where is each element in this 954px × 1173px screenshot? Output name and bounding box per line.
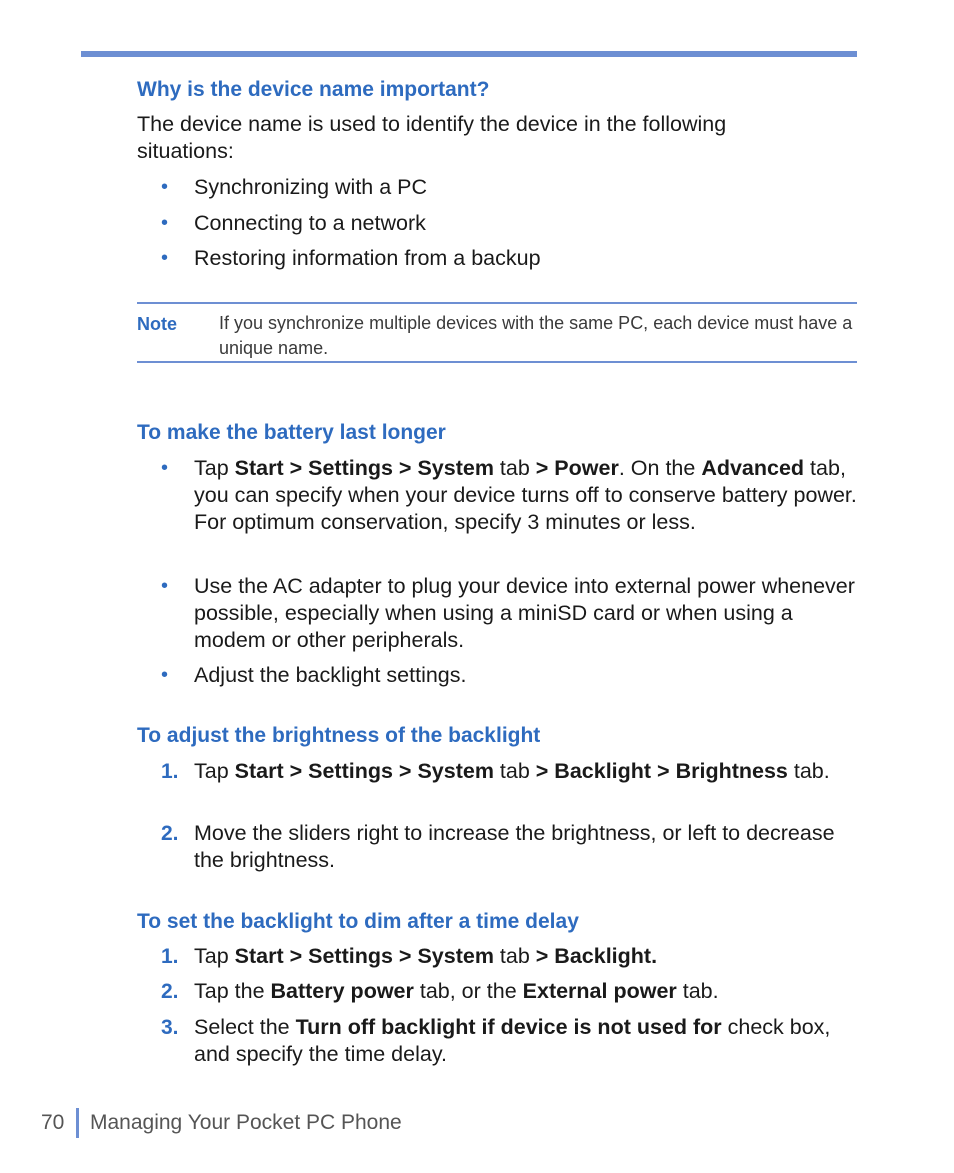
bullet-icon: • — [161, 247, 169, 269]
step-number: 3. — [161, 1016, 179, 1039]
step-number: 2. — [161, 980, 179, 1003]
step-text: Tap the Battery power tab, or the External power tab. — [194, 979, 719, 1003]
step-text: Move the sliders right to increase the brightness, or left to decrease the brightness. — [194, 821, 835, 872]
heading-device-name: Why is the device name important? — [137, 78, 490, 101]
page-number: 70 — [41, 1111, 65, 1134]
note-text: If you synchronize multiple devices with the same PC, each device must have a unique name. — [219, 313, 853, 358]
list-item: Adjust the backlight settings. — [194, 663, 467, 687]
top-rule — [81, 51, 857, 57]
chapter-title: Managing Your Pocket PC Phone — [90, 1111, 402, 1134]
footer-divider — [76, 1108, 79, 1138]
step-text: Tap Start > Settings > System tab > Backlight > Brightness tab. — [194, 759, 830, 783]
step-number: 1. — [161, 945, 179, 968]
intro-text: The device name is used to identify the device in the following situations: — [137, 112, 727, 163]
heading-battery: To make the battery last longer — [137, 421, 446, 444]
note-label: Note — [137, 314, 177, 334]
list-item: Tap Start > Settings > System tab > Power. On the Advanced tab, you can specify when your device turns off to conserve battery power. For optimum conservation, specify 3 minutes or less. — [194, 456, 857, 534]
bullet-icon: • — [161, 212, 169, 234]
bullet-icon: • — [161, 664, 169, 686]
note-bottom-rule — [137, 361, 857, 363]
bullet-icon: • — [161, 176, 169, 198]
list-item: Restoring information from a backup — [194, 246, 541, 270]
step-text: Select the Turn off backlight if device is not used for check box, and specify the time delay. — [194, 1015, 831, 1066]
list-item: Connecting to a network — [194, 211, 426, 235]
bullet-icon: • — [161, 457, 169, 479]
heading-brightness: To adjust the brightness of the backlight — [137, 724, 541, 747]
bullet-icon: • — [161, 575, 169, 597]
step-number: 2. — [161, 822, 179, 845]
list-item: Synchronizing with a PC — [194, 175, 428, 199]
note-top-rule — [137, 302, 857, 304]
step-text: Tap Start > Settings > System tab > Backlight. — [194, 944, 658, 968]
step-number: 1. — [161, 760, 179, 783]
list-item: Use the AC adapter to plug your device into external power whenever possible, especially when using a miniSD card or when using a modem or other peripherals. — [194, 574, 855, 652]
heading-dim: To set the backlight to dim after a time delay — [137, 910, 579, 933]
